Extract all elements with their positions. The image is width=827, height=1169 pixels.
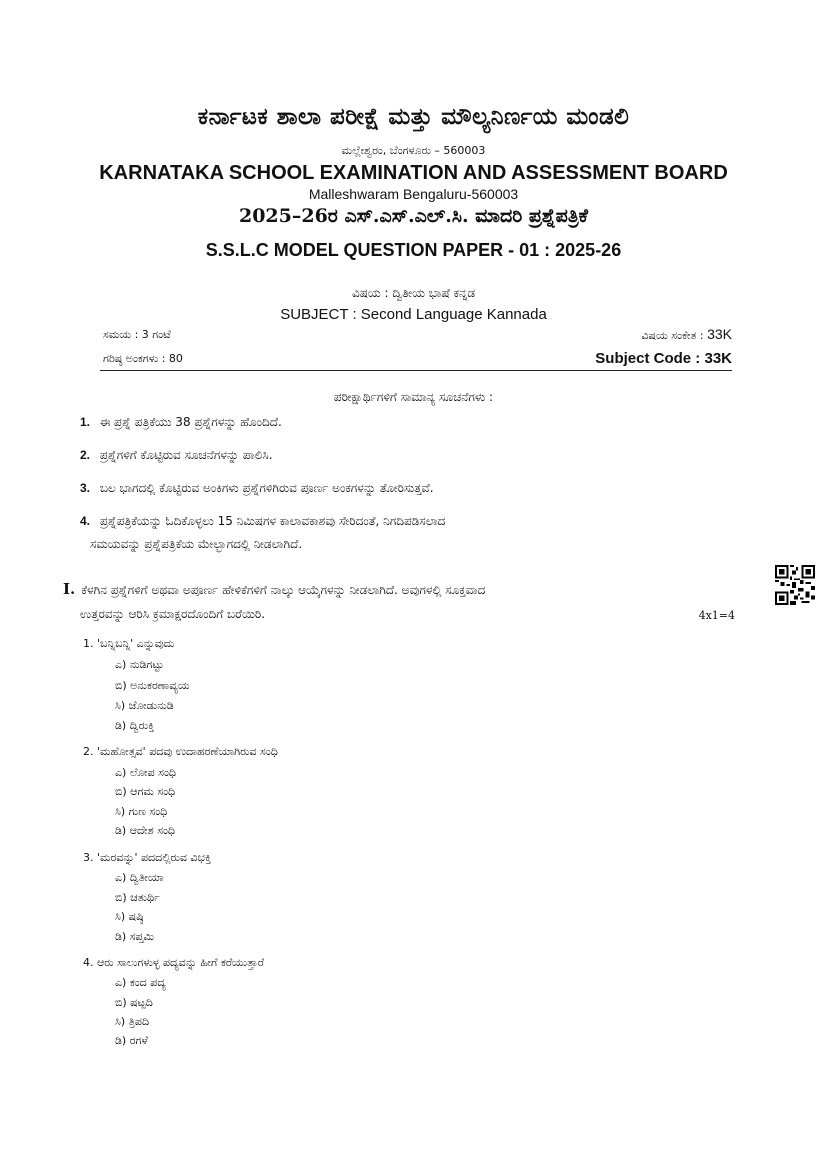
max-marks: ಗರಿಷ್ಠ ಅಂಕಗಳು : 80 xyxy=(103,352,183,365)
instruction-number: 1. xyxy=(80,415,91,429)
option: ಬಿ) ಅನುಕರಣಾವ್ಯಯ xyxy=(115,679,190,692)
option: ಬಿ) ಚತುರ್ಥಿ xyxy=(115,891,160,904)
board-name-kannada: ಕರ್ನಾಟಕ ಶಾಲಾ ಪರೀಕ್ಷೆ ಮತ್ತು ಮೌಲ್ಯನಿರ್ಣಯ ಮಂಡಲಿ xyxy=(197,104,630,130)
option: ಎ) ನುಡಿಗಟ್ಟು xyxy=(115,658,164,671)
subject-code-label: ವಿಷಯ ಸಂಕೇತ : xyxy=(641,329,704,342)
section-marks: 4x1=4 xyxy=(698,609,735,622)
instruction-item xyxy=(80,481,434,496)
option: ಸಿ) ಗುಣ ಸಂಧಿ xyxy=(115,805,168,818)
qr-code-icon xyxy=(775,565,815,605)
question: 4. ಆರು ಸಾಲುಗಳುಳ್ಳ ಪದ್ಯವನ್ನು ಹೀಗೆ ಕರೆಯುತ್ತಾರೆ xyxy=(83,956,264,969)
section-heading xyxy=(63,580,485,598)
subject-kannada: ವಿಷಯ : ದ್ವಿತೀಯ ಭಾಷೆ ಕನ್ನಡ xyxy=(351,286,476,300)
option: ಡಿ) ಸಪ್ತಮಿ xyxy=(115,930,155,943)
option: ಸಿ) ಜೋಡುನುಡಿ xyxy=(115,699,174,712)
instruction-item xyxy=(80,448,273,463)
instruction-item xyxy=(80,415,282,430)
instruction-text: ಬಲ ಭಾಗದಲ್ಲಿ ಕೊಟ್ಟಿರುವ ಅಂಕಿಗಳು ಪ್ರಶ್ನೆಗಳಿಗಿರುವ ಪೂರ್ಣ ಅಂಕಗಳನ್ನು ತೋರಿಸುತ್ತವೆ. xyxy=(99,481,434,495)
option: ಬಿ) ಷಟ್ಪದಿ xyxy=(115,996,153,1009)
section-instruction-line1: ಕೆಳಗಿನ ಪ್ರಶ್ನೆಗಳಿಗೆ ಅಥವಾ ಅಪೂರ್ಣ ಹೇಳಿಕೆಗಳಿಗೆ ನಾಲ್ಕು ಆಯ್ಕೆಗಳನ್ನು ನೀಡಲಾಗಿದೆ. ಅವುಗಳಲ್ಲಿ ಸೂಕ್ತವಾದ xyxy=(81,583,486,597)
instruction-item xyxy=(80,514,445,529)
board-address-english: Malleshwaram Bengaluru-560003 xyxy=(308,186,519,202)
question: 2. 'ಮಹೋತ್ಸವ' ಪದವು ಉದಾಹರಣೆಯಾಗಿರುವ ಸಂಧಿ xyxy=(83,745,278,758)
section-instruction-line2: ಉತ್ತರವನ್ನು ಆರಿಸಿ ಕ್ರಮಾಕ್ಷರದೊಂದಿಗೆ ಬರೆಯಿರಿ. xyxy=(80,607,266,621)
instruction-text: ಈ ಪ್ರಶ್ನೆ ಪತ್ರಿಕೆಯು 38 ಪ್ರಶ್ನೆಗಳನ್ನು ಹೊಂದಿದೆ. xyxy=(99,415,282,429)
subject-code-kannada xyxy=(641,326,732,343)
option: ಡಿ) ಆದೇಶ ಸಂಧಿ xyxy=(115,824,176,837)
option: ಎ) ದ್ವಿತೀಯಾ xyxy=(115,871,164,884)
instruction-number: 3. xyxy=(80,481,91,495)
instruction-number: 4. xyxy=(80,514,91,528)
subject-code-value: 33K xyxy=(707,326,732,342)
instructions-heading: ಪರೀಕ್ಷಾರ್ಥಿಗಳಿಗೆ ಸಾಮಾನ್ಯ ಸೂಚನೆಗಳು : xyxy=(333,390,494,404)
option: ಸಿ) ತ್ರಿಪದಿ xyxy=(115,1015,150,1028)
question: 3. 'ಮರವನ್ನು' ಪದದಲ್ಲಿರುವ ವಿಭಕ್ತಿ xyxy=(83,851,212,864)
subject-code-english: Subject Code : 33K xyxy=(595,350,732,367)
board-address-kannada: ಮಲ್ಲೇಶ್ವರಂ, ಬೆಂಗಳೂರು – 560003 xyxy=(341,144,486,157)
option: ಡಿ) ರಗಳೆ xyxy=(115,1034,148,1047)
board-name-english: KARNATAKA SCHOOL EXAMINATION AND ASSESSMENT BOARD xyxy=(99,162,728,184)
section-number: I. xyxy=(63,580,76,598)
option: ಸಿ) ಷಷ್ಠಿ xyxy=(115,910,144,923)
header-divider xyxy=(100,370,732,371)
option: ಎ) ಲೋಪ ಸಂಧಿ xyxy=(115,766,176,779)
instruction-continuation: ಸಮಯವನ್ನು ಪ್ರಶ್ನೆಪತ್ರಿಕೆಯ ಮೇಲ್ಭಾಗದಲ್ಲಿ ನೀಡಲಾಗಿದೆ. xyxy=(90,537,303,551)
instruction-text: ಪ್ರಶ್ನೆಗಳಿಗೆ ಕೊಟ್ಟಿರುವ ಸೂಚನೆಗಳನ್ನು ಪಾಲಿಸಿ. xyxy=(99,448,273,462)
paper-title-english: S.S.L.C MODEL QUESTION PAPER - 01 : 2025-26 xyxy=(205,240,622,260)
paper-title-kannada: 2025–26ರ ಎಸ್.ಎಸ್.ಎಲ್.ಸಿ. ಮಾದರಿ ಪ್ರಶ್ನೆಪತ್ರಿಕೆ xyxy=(238,205,588,227)
instruction-text: ಪ್ರಶ್ನೆಪತ್ರಿಕೆಯನ್ನು ಓದಿಕೊಳ್ಳಲು 15 ನಿಮಿಷಗಳ ಕಾಲಾವಕಾಶವು ಸೇರಿದಂತೆ, ನಿಗದಿಪಡಿಸಲಾದ xyxy=(99,514,446,528)
instruction-number: 2. xyxy=(80,448,91,462)
option: ಡಿ) ದ್ವಿರುಕ್ತಿ xyxy=(115,719,155,732)
option: ಎ) ಕಂದ ಪದ್ಯ xyxy=(115,976,166,989)
question: 1. 'ಬನ್ನಿಬನ್ನಿ' ಎನ್ನುವುದು xyxy=(83,637,175,650)
exam-time: ಸಮಯ : 3 ಗಂಟೆ xyxy=(103,328,171,341)
subject-english: SUBJECT : Second Language Kannada xyxy=(280,306,547,323)
option: ಬಿ) ಆಗಮ ಸಂಧಿ xyxy=(115,785,176,798)
